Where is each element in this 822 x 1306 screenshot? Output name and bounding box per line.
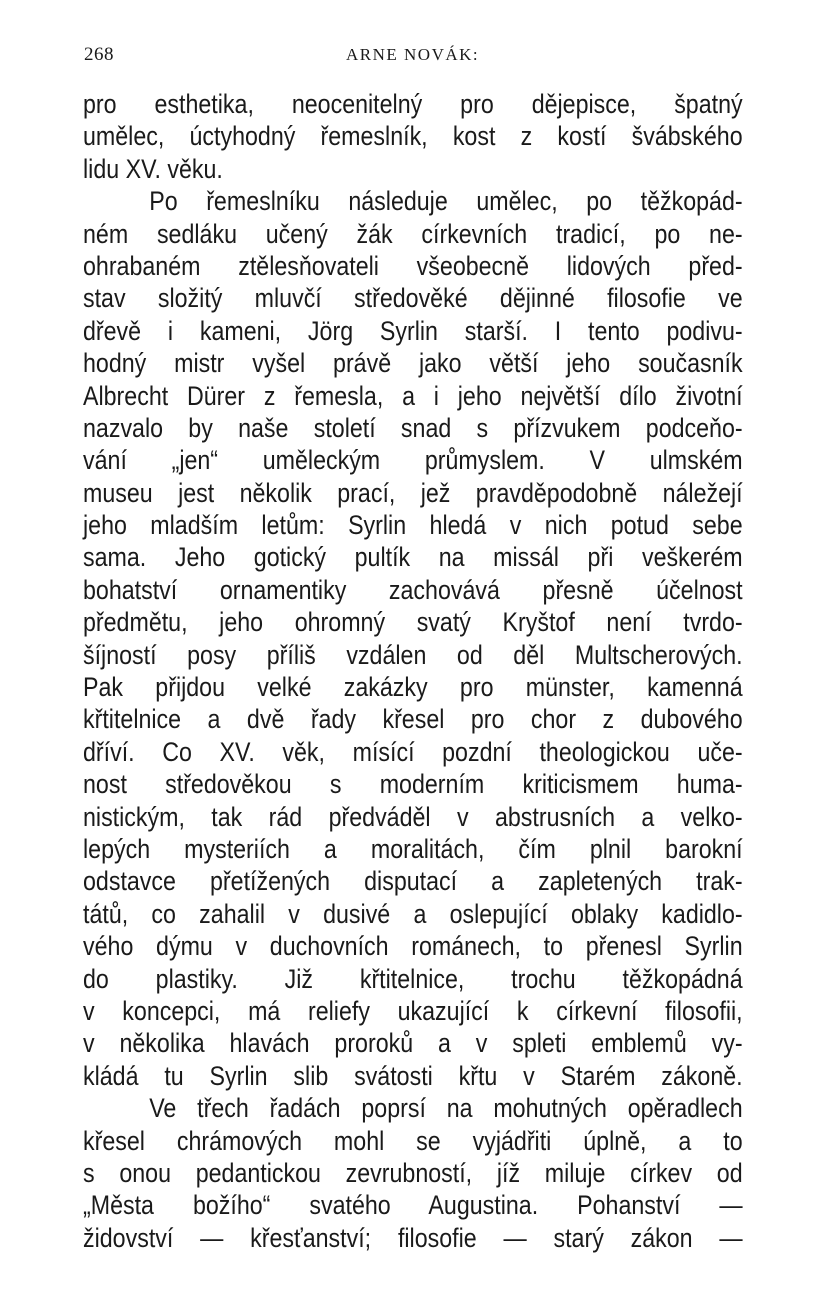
text-line: jeho mladším letům: Syrlin hledá v nich potud sebe <box>83 510 743 541</box>
text-line: nazvalo by naše století snad s přízvukem podceňo- <box>83 412 743 443</box>
text-line: židovství — křesťanství; filosofie — starý zákon — <box>83 1222 743 1253</box>
text-line: v několika hlavách proroků a v spleti emblemů vy- <box>83 1028 743 1059</box>
running-head: ARNE NOVÁK: <box>346 45 480 64</box>
text-line: Pak přijdou velké zakázky pro münster, kamenná <box>83 672 743 703</box>
text-line: křesel chrámových mohl se vyjádřiti úplně, a to <box>83 1125 743 1156</box>
text-line: nistickým, tak rád předváděl v abstrusních a velko- <box>83 801 743 832</box>
text-line: tátů, co zahalil v dusivé a oslepující oblaky kadidlo- <box>83 898 743 929</box>
text-line: museu jest několik prací, jež pravděpodobně náležejí <box>83 477 743 508</box>
text-line: dříví. Co XV. věk, mísící pozdní theologickou uče- <box>83 736 743 767</box>
body-text <box>83 88 743 1254</box>
text-line: ném sedláku učený žák církevních tradicí, po ne- <box>83 218 743 249</box>
text-line: umělec, úctyhodný řemeslník, kost z kostí švábského <box>83 121 743 152</box>
text-line: Albrecht Dürer z řemesla, a i jeho největší dílo životní <box>83 380 743 411</box>
text-line: ohrabaném ztělesňovateli všeobecně lidových před- <box>83 250 743 281</box>
text-line: Ve třech řadách poprsí na mohutných opěradlech <box>149 1093 743 1124</box>
text-line: křtitelnice a dvě řady křesel pro chor z dubového <box>83 704 743 735</box>
text-line: nost středověkou s moderním kriticismem huma- <box>83 769 743 800</box>
text-line: v koncepci, má reliefy ukazující k církevní filosofii, <box>83 995 743 1026</box>
text-line: kládá tu Syrlin slib svátosti křtu v Starém zákoně. <box>83 1060 743 1091</box>
page-header <box>84 44 740 74</box>
text-line: předmětu, jeho ohromný svatý Kryštof není tvrdo- <box>83 607 743 638</box>
text-line: sama. Jeho gotický pultík na missál při veškerém <box>83 542 743 573</box>
text-line: bohatství ornamentiky zachovává přesně účelnost <box>83 574 743 605</box>
text-line: vého dýmu v duchovních románech, to přenesl Syrlin <box>83 931 743 962</box>
text-line: Po řemeslníku následuje umělec, po těžkopád- <box>149 186 743 217</box>
text-line: vání „jen“ uměleckým průmyslem. V ulmském <box>83 445 743 476</box>
text-line: stav složitý mluvčí středověké dějinné filosofie ve <box>83 283 743 314</box>
text-line: šíjností posy příliš vzdálen od děl Multscherových. <box>83 639 743 670</box>
page-number: 268 <box>84 44 114 65</box>
text-line: lidu XV. věku. <box>83 153 223 184</box>
text-line: s onou pedantickou zevrubností, jíž miluje církev od <box>83 1157 743 1188</box>
text-line: pro esthetika, neocenitelný pro dějepisce, špatný <box>83 89 743 119</box>
text-line: hodný mistr vyšel právě jako větší jeho současník <box>83 348 743 379</box>
text-line: do plastiky. Již křtitelnice, trochu těžkopádná <box>83 963 743 994</box>
text-line: lepých mysteriích a moralitách, čím plnil barokní <box>83 833 743 864</box>
text-line: „Města božího“ svatého Augustina. Pohanství — <box>83 1190 743 1221</box>
text-line: dřevě i kameni, Jörg Syrlin starší. I tento podivu- <box>83 315 743 346</box>
text-line: odstavce přetížených disputací a zapletených trak- <box>83 866 743 897</box>
